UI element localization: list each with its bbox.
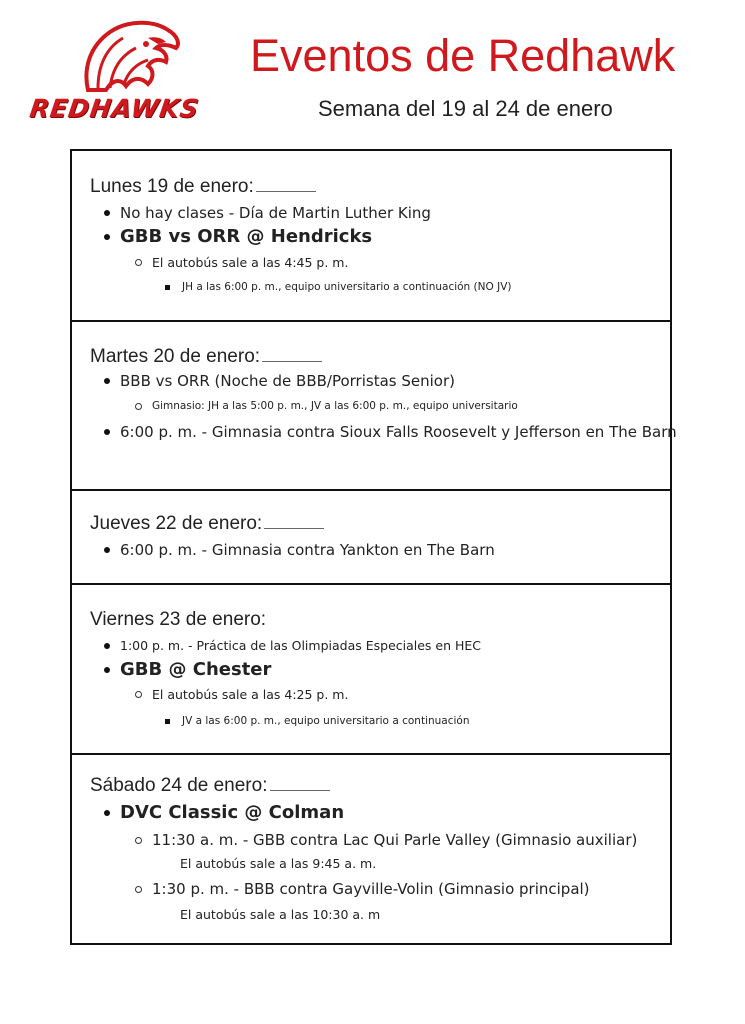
day-label: Martes 20 de enero: [90, 346, 261, 367]
list-item: El autobús sale a las 4:25 p. m. [152, 687, 349, 702]
list-item: El autobús sale a las 10:30 a. m [180, 907, 381, 922]
list-item: GBB vs ORR @ Hendricks [120, 226, 373, 247]
events-table [70, 149, 677, 945]
day-section-monday [72, 151, 670, 322]
list-item: BBB vs ORR (Noche de BBB/Porristas Senior) [120, 372, 455, 390]
list-item: 1:30 p. m. - BBB contra Gayville-Volin (Gimnasio principal) [152, 880, 590, 898]
list-item: JV a las 6:00 p. m., equipo universitario a continuación [182, 715, 470, 727]
list-item: 6:00 p. m. - Gimnasia contra Sioux Falls Roosevelt y Jefferson en The Barn [120, 423, 677, 441]
list-item: JH a las 6:00 p. m., equipo universitario a continuación (NO JV) [182, 281, 512, 293]
day-label: Jueves 22 de enero: [90, 513, 263, 534]
list-item: 6:00 p. m. - Gimnasia contra Yankton en The Barn [120, 541, 495, 559]
day-section-thursday [72, 491, 670, 585]
day-section-saturday [72, 755, 670, 945]
day-label: Lunes 19 de enero: [90, 176, 254, 197]
list-item: 11:30 a. m. - GBB contra Lac Qui Parle Valley (Gimnasio auxiliar) [152, 831, 638, 849]
list-item: El autobús sale a las 9:45 a. m. [180, 856, 377, 871]
blank-line [270, 776, 330, 791]
list-item: DVC Classic @ Colman [120, 802, 345, 823]
day-section-friday [72, 585, 670, 755]
day-label: Sábado 24 de enero: [90, 775, 268, 796]
list-item: Gimnasio: JH a las 5:00 p. m., JV a las 6:00 p. m., equipo universitario [152, 400, 518, 412]
list-item: 1:00 p. m. - Práctica de las Olimpiadas Especiales en HEC [120, 638, 482, 653]
page-title: Eventos de Redhawk [250, 30, 676, 81]
logo-wordmark: REDHAWKS [27, 94, 201, 123]
blank-line [256, 177, 316, 192]
list-item: GBB @ Chester [120, 659, 272, 680]
list-item: No hay clases - Día de Martin Luther King [120, 204, 431, 222]
day-label: Viernes 23 de enero: [90, 609, 267, 630]
list-item: El autobús sale a las 4:45 p. m. [152, 255, 349, 270]
page-subtitle: Semana del 19 al 24 de enero [318, 96, 613, 121]
blank-line [264, 514, 324, 529]
hawk-head-icon [28, 18, 228, 98]
day-section-tuesday [72, 322, 677, 491]
blank-line [262, 347, 322, 362]
